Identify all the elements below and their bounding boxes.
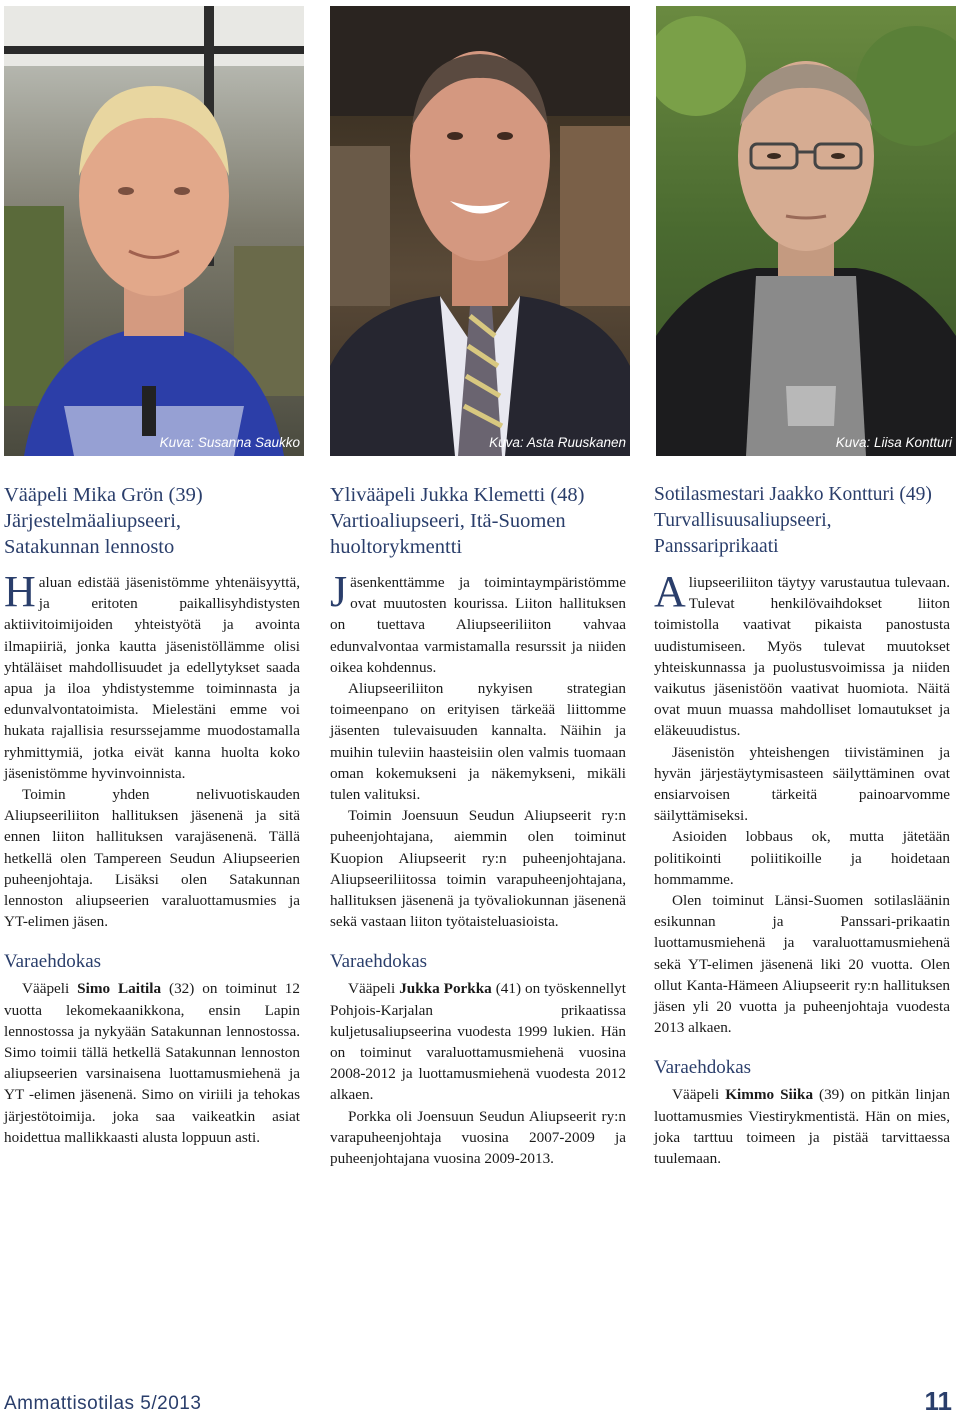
candidate-unit: Panssariprikaati (654, 536, 779, 557)
candidate-column-jukka-klemetti (330, 482, 626, 1169)
paragraph: liupseeriliiton täytyy varustautua tulevaan. Tulevat henkilövaihdokset liiton toimistolla vaativat pikaista panostusta uudistumiseen. Myös tulevat muutokset yhteiskunnassa ja puolustusvoimissa ja niiden vaikutus jäsenistöön vaativat huomiota. Näitä ovat muun muassa mahdolliset lomautukset ja eläkeuudistus. (654, 574, 950, 740)
paragraph: äsenkenttämme ja toimintaympäristömme ovat muutosten kourissa. Liiton hallituksen on tuettava Aliupseeriliiton vahvaa edunvalvontaa varmistamalla resurssit ja niiden oikea kohdennus. (330, 574, 626, 676)
footer-publication: Ammattisotilas 5/2013 (4, 1393, 202, 1414)
photo-credit: Kuva: Liisa Kontturi (835, 435, 952, 450)
alternate-heading: Varaehdokas (4, 951, 102, 973)
alternate-rank: Vääpeli (22, 980, 78, 998)
portrait-mika-gron-icon (4, 6, 304, 456)
candidate-title: Järjestelmäaliupseeri, (4, 510, 182, 532)
alternate-rank: Vääpeli (672, 1086, 726, 1104)
paragraph: Toimin Joensuun Seudun Aliupseerit ry:n puheenjohtajana, aiemmin olen toiminut Kuopion Aliupseerit ry:n puheenjohtajana. Aliupseeriliitossa toimin varapuheenjohtajana, hallituksen jäsenenä ja työvaliokunnan jäsenenä sekä vastaan liiton työtaisteluasioista. (330, 807, 626, 931)
alternate-text: (41) on työskennellyt Pohjois-Karjalan prikaatissa kuljetusaliupseerina vuodesta 1999 lukien. Hän on toiminut varaluottamusmiehenä vuosina 2008-2012 ja luottamusmiehenä vuodesta 2012 alkaen. (330, 980, 626, 1104)
candidate-name: Vääpeli Mika Grön (39) (4, 484, 203, 506)
paragraph: Jäsenistön yhteishengen tiivistäminen ja hyvän järjestäytymisasteen säilyttäminen ovat ensiarvoisen tärkeitä painoarvomme säilyttämiseksi. (654, 743, 950, 825)
alternate-text: (32) on toiminut 12 vuotta lekomekaanikkona, ensin Lapin lennostossa ja nykyään Satakunnan lennostossa. Simo toimii tällä hetkellä Satakunnan lennoston aliupseerien varsinaisena luottamusmiehenä ja YT -elimen jäsenenä. Simo on viriili ja tehokas järjestötoimija. joka saa vaikeatkin asiat hoidettua mallikkaasti alusta loppuun asti. (4, 980, 300, 1146)
dropcap: J (330, 567, 348, 616)
photo-jukka-klemetti (330, 6, 630, 456)
alternate-name: Simo Laitila (77, 980, 162, 998)
paragraph: Olen toiminut Länsi-Suomen sotilasläänin esikunnan ja Panssari-prikaatin luottamusmiehenä ja varaluottamusmiehenä sekä YT-elimen jäsenenä liki 20 vuotta. Olen ollut Kanta-Hämeen Aliupseerit ry:n hallituksen jäsen yli 20 vuotta ja puheenjohtaja vuodesta 2013 alkaen. (654, 892, 950, 1037)
candidate-unit: huoltorykmentti (330, 536, 463, 558)
candidate-statement (330, 567, 626, 1169)
candidate-name: Ylivääpeli Jukka Klemetti (48) (330, 484, 585, 506)
alternate-name: Kimmo Siika (725, 1086, 814, 1104)
paragraph: aluan edistää jäsenistömme yhtenäisyyttä, ja eritoten paikallisyhdistysten aktiivitoimijoiden yhteistyötä ja avointa ilmapiiriä, jonka kautta jäsenistöllämme olisi yhtäläiset mahdollisuudet ja edellytykset saada apua ja iloa yhdistystemme toiminnasta ja edunvalvontatoimista. Mielestäni emme voi hukata rajallisia resurssejamme muodostamalla ryhmittymiä, jotka eivät kanna huolta koko jäsenistömme hyvinvoinnista. (4, 574, 300, 782)
alternate-heading: Varaehdokas (654, 1057, 752, 1079)
portrait-jukka-klemetti-icon (330, 6, 630, 456)
alternate-text: (39) on pitkän linjan luottamusmies Viestirykmentistä. Hän on mies, joka tarttuu toimeen ja pistää tarvittaessa tuulemaan. (654, 1086, 950, 1168)
paragraph: Aliupseeriliiton nykyisen strategian toimeenpano on erityisen tärkeää liittomme jäsenten tulevaisuuden kannalta. Näihin ja muihin tuleviin haasteisiin olen valmis tuomaan oman kokemukseni ja näkemykseni, mikäli tulen valituksi. (330, 680, 626, 804)
candidate-heading (4, 482, 300, 560)
candidate-unit: Satakunnan lennosto (4, 536, 175, 558)
candidate-title: Turvallisuusaliupseeri, (654, 510, 832, 531)
alternate-heading: Varaehdokas (330, 951, 428, 973)
portrait-jaakko-kontturi-icon (656, 6, 956, 456)
dropcap: A (654, 567, 686, 616)
page-number: 11 (924, 1386, 952, 1416)
dropcap: H (4, 567, 36, 616)
alternate-name: Jukka Porkka (399, 980, 492, 998)
paragraph: Porkka oli Joensuun Seudun Aliupseerit ry:n varapuheenjohtaja vuosina 2007-2009 ja puheenjohtajana vuosina 2009-2013. (330, 1107, 626, 1168)
candidate-statement (654, 567, 950, 1169)
candidate-heading (330, 482, 626, 560)
photo-jaakko-kontturi (656, 6, 956, 456)
candidate-heading (654, 482, 950, 560)
photo-credit: Kuva: Asta Ruuskanen (489, 435, 626, 450)
paragraph: Asioiden lobbaus ok, mutta jätetään politikointi poliitikoille ja hoidetaan hommamme. (654, 828, 950, 888)
alternate-rank: Vääpeli (348, 980, 400, 998)
candidate-statement (4, 567, 300, 1148)
photo-credit: Kuva: Susanna Saukko (159, 435, 300, 450)
photo-mika-gron (4, 6, 304, 456)
candidate-name: Sotilasmestari Jaakko Kontturi (49) (654, 484, 932, 505)
candidate-column-jaakko-kontturi (654, 482, 950, 1169)
candidate-title: Vartioaliupseeri, Itä-Suomen (330, 510, 566, 532)
candidate-column-mika-gron (4, 482, 300, 1148)
paragraph: Toimin yhden nelivuotiskauden Aliupseeriliiton hallituksen jäsenenä ja sitä ennen liiton hallituksen varajäsenenä. Tällä hetkellä olen Tampereen Seudun Aliupseerien puheenjohtaja. Lisäksi olen Satakunnan lennoston aliupseerien varaluottamusmies ja YT-elimen jäsen. (4, 786, 300, 931)
